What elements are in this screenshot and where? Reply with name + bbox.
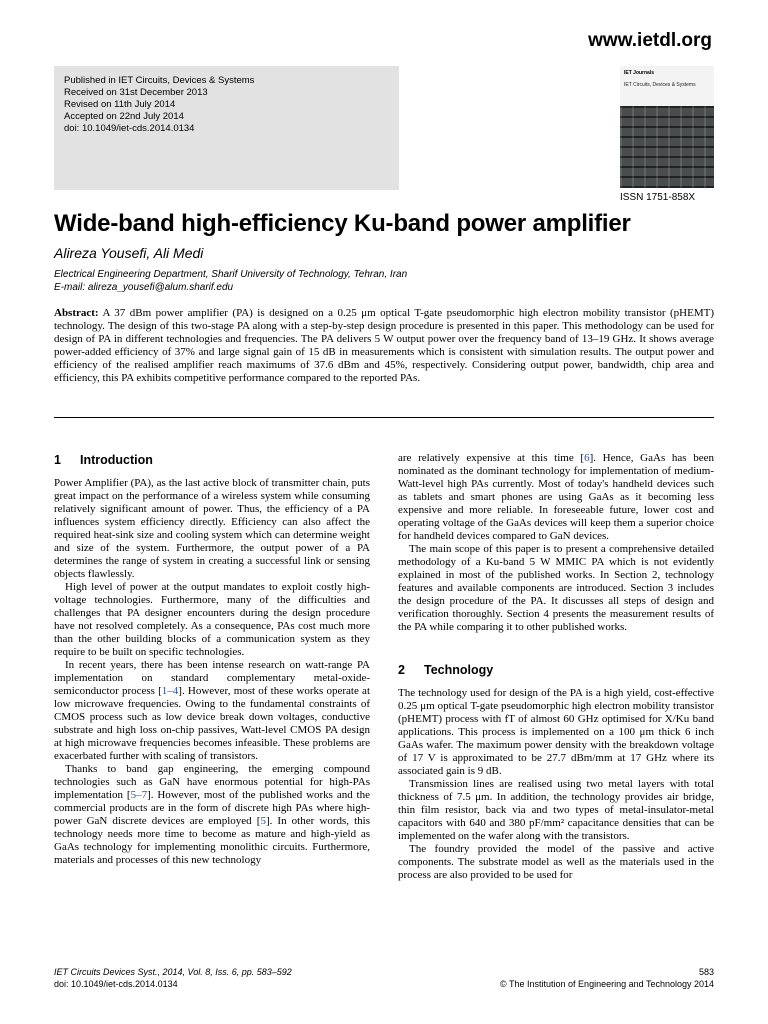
section-title: Introduction (80, 453, 153, 467)
footer-journal-citation: IET Circuits Devices Syst., 2014, Vol. 8, Iss. 6, pp. 583–592 (54, 967, 292, 977)
intro-paragraph-3 (54, 659, 370, 763)
intro-paragraph-2: High level of power at the output mandates to exploit costly high-voltage technologies. Furthermore, many of the difficulties and challenges that PA designer encounters during the design procedure have not resolved completely. As a consequence, PAs cost much more than the other building blocks of a communication system as they require to be built on specific technologies. (54, 581, 370, 658)
text: ]. However, most of these works operate at low microwave frequencies. Owing to the fundamental constraints of CMOS process such as low device break down voltages, conductive substrate and high loss on-chip passives, Watt-level CMOS PA design at high microwave frequencies becomes infeasible. These problems are exacerbated further with scaling of transistors. (54, 685, 370, 762)
accepted-date: Accepted on 22nd July 2014 (64, 111, 184, 122)
text: ]. However, most of the published works and the commercial products are in the form of discrete high PAs where high-power GaN discrete devices are employed [ (54, 789, 370, 827)
footer-left (54, 966, 292, 990)
page-number: 583 (698, 967, 714, 977)
right-column (398, 452, 714, 882)
intro-paragraph-1: Power Amplifier (PA), as the last active block of transmitter chain, puts great impact on the performance of a wireless system while consuming relatively significant amount of power. Thus, the efficiency of a PA influences system efficiency directly. Efficiency can also affect the required heat-sink size and cooling system which can determine weight and size of the system. Furthermore, the output power of a PA determines the range of system in creating a successful link or sensing objects flawlessly. (54, 477, 370, 580)
text: In recent years, there has been intense research on watt-range PA implementation on standard complementary metal-oxide-semiconductor process [ (54, 659, 370, 697)
abstract (54, 307, 714, 385)
intro-paragraph-5 (398, 452, 714, 543)
left-column (54, 452, 370, 867)
citation-link[interactable]: 1–4 (161, 685, 179, 697)
technology-paragraph-1: The technology used for design of the PA is a high yield, cost-effective 0.25 μm optical T-gate pseudomorphic high electron mobility transistor (pHEMT) process with fT of almost 60 GHz optimised for X/Ku band applications. This process is implemented on a 100 μm thick 6 inch GaAs wafer. The maximum power density with the breakdown voltage of 17 V is approximated to be 27.7 dBm/mm at 17 GHz where its associated gain is 9 dB. (398, 687, 714, 777)
affiliation: Electrical Engineering Department, Sharif University of Technology, Tehran, Iran (54, 269, 408, 280)
email[interactable]: E-mail: alireza_yousefi@alum.sharif.edu (54, 282, 234, 293)
publication-info (64, 75, 254, 135)
abstract-text: A 37 dBm power amplifier (PA) is designed on a 0.25 μm optical T-gate pseudomorphic high electron mobility transistor (pHEMT) technology. The design of this two-stage PA along with a step-by-step design procedure is presented in this paper. This methodology can be used for design of PA in different technologies and frequencies. The PA delivers 5 W output power over the frequency band of 13–19 GHz. It shows average power-added efficiency of 37% and large signal gain of 15 dB in measurements which is consistent with simulation results. The output power and efficiency of the realised amplifier reach maximums of 37.6 dBm and 45%, respectively. Considering output power, bandwidth, chip area and efficiency, this PA exhibits competitive performance compared to the reported PAs. (54, 307, 714, 384)
citation-link[interactable]: 5–7 (130, 789, 148, 801)
intro-paragraph-6: The main scope of this paper is to present a comprehensive detailed methodology of a Ku-band 5 W MMIC PA which is not evidently explained in most of the published works. In Section 2, technology features and available components are introduced. Section 3 includes the design procedure of the PA. It discusses all steps of design and verification thoroughly. Section 4 presents the measurement results of the PA while comparing it to other published works. (398, 543, 714, 633)
technology-paragraph-2: Transmission lines are realised using two metal layers with total thickness of 7.5 μm. In addition, the technology provides air bridge, thin film resistor, back via and two types of metal-insulator-metal capacitors with 640 and 380 pF/mm² capacitance densities that can be implemented on the wafer along with the transistors. (398, 778, 714, 842)
cover-journal-name: IET Circuits, Devices & Systems (624, 82, 696, 88)
header-doi: doi: 10.1049/iet-cds.2014.0134 (64, 123, 195, 134)
section-number: 1 (54, 453, 61, 467)
received-date: Received on 31st December 2013 (64, 87, 208, 98)
affiliation-block (54, 268, 407, 294)
section-title: Technology (424, 663, 494, 677)
text: ]. Hence, GaAs has been nominated as the dominant technology for implementation of medium-Watt-level high PAs currently. Most of today's handheld devices such as tablets and smart phones are using GaAs as it becoming less expensive and more reliable. In foreseeable future, lower cost and operating voltage of the GaAs devices will keep them a superior choice for handheld devices compared to GaN devices. (398, 452, 715, 542)
text: Thanks to band gap engineering, the emerging compound technologies such as GaN have enormous potential for high-PAs implementation [ (54, 763, 370, 801)
paper-title: Wide-band high-efficiency Ku-band power amplifier (54, 210, 631, 237)
authors: Alireza Yousefi, Ali Medi (54, 245, 204, 261)
cover-header (620, 66, 714, 106)
published-in: Published in IET Circuits, Devices & Systems (64, 75, 255, 86)
footer-right (500, 966, 714, 990)
text: ]. In other words, this technology needs more time to become as mature and high-yield as GaAs technology for implementing monolithic circuits. Furthermore, materials and processes of this new technology (54, 815, 370, 866)
footer-doi: doi: 10.1049/iet-cds.2014.0134 (54, 979, 178, 989)
abstract-label: Abstract: (54, 307, 99, 319)
cover-chip-graphic (620, 106, 714, 188)
abstract-divider (54, 417, 714, 418)
citation-link[interactable]: 6 (584, 452, 590, 464)
revised-date: Revised on 11th July 2014 (64, 99, 176, 110)
copyright: © The Institution of Engineering and Technology 2014 (500, 979, 714, 989)
section-heading-technology (398, 664, 714, 677)
cover-logo: IET Journals (624, 70, 655, 76)
issn: ISSN 1751-858X (620, 192, 696, 203)
text: are relatively expensive at this time [ (398, 452, 585, 464)
section-number: 2 (398, 663, 405, 677)
site-url[interactable]: www.ietdl.org (588, 30, 712, 51)
section-heading-introduction (54, 454, 370, 467)
journal-cover-image (620, 66, 714, 188)
technology-paragraph-3: The foundry provided the model of the passive and active components. The substrate model as well as the materials used in the process are also provided to be used for (398, 843, 714, 881)
citation-link[interactable]: 5 (260, 815, 266, 827)
intro-paragraph-4 (54, 763, 370, 867)
